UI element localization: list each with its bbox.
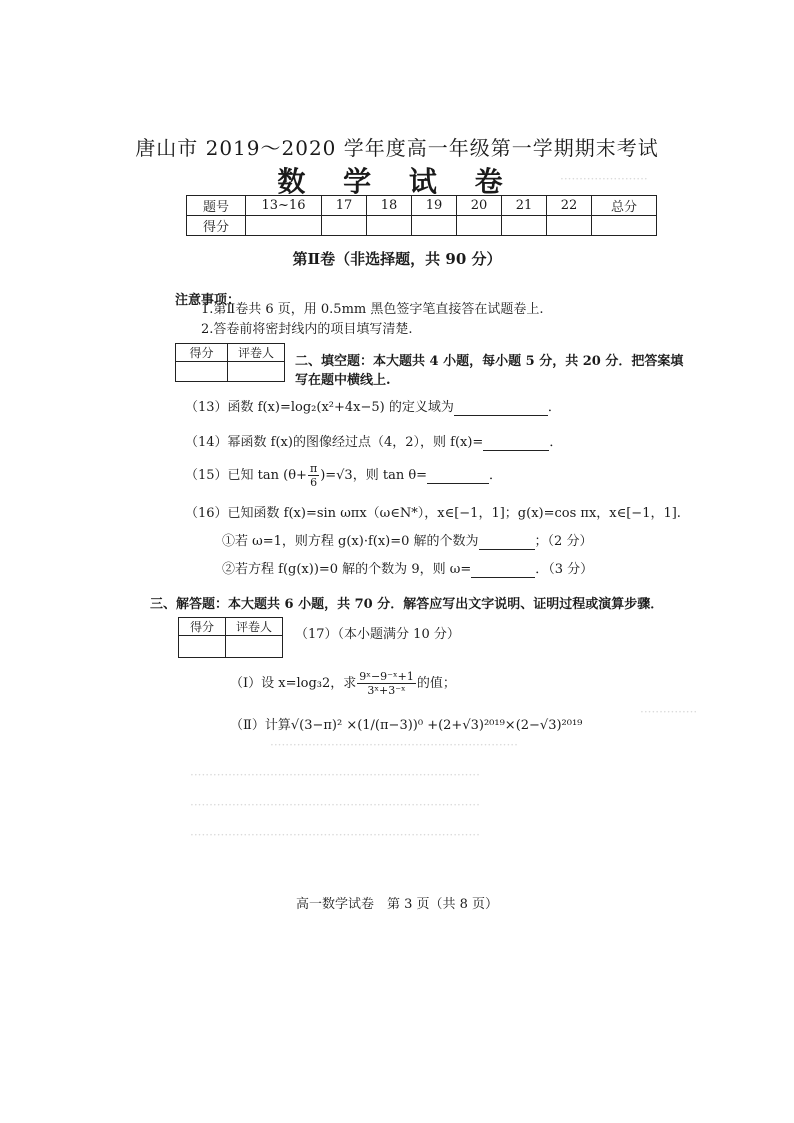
question-14-text: （14）幂函数 f(x)的图像经过点（4，2），则 f(x)=: [185, 435, 484, 450]
grader-box-grader-cell[interactable]: [228, 362, 285, 382]
section-two-heading: 二、填空题：本大题共 4 小题，每小题 5 分，共 20 分．把答案填: [295, 354, 684, 369]
score-table-column: 19: [412, 196, 457, 216]
grader-box-grader-cell[interactable]: [226, 636, 283, 658]
bleed-through-text: ·······················: [560, 172, 648, 186]
grader-box: [178, 617, 283, 658]
bleed-through-text: ············································································: [190, 828, 480, 842]
part-heading: 第Ⅱ卷（非选择题，共 90 分）: [292, 250, 502, 268]
score-cell[interactable]: [412, 216, 457, 236]
score-cell[interactable]: [502, 216, 547, 236]
question-16: （16）已知函数 f(x)=sin ωπx（ω∈N*），x∈[−1，1]；g(x)=cos πx，x∈[−1，1].: [185, 506, 681, 521]
fraction-numerator: π: [309, 462, 318, 475]
section-three-heading: 三、解答题：本大题共 6 小题，共 70 分．解答应写出文字说明、证明过程或演算步骤．: [150, 597, 664, 612]
score-table-column: 18: [367, 196, 412, 216]
score-cell[interactable]: [457, 216, 502, 236]
score-cell[interactable]: [322, 216, 367, 236]
exam-title: 唐山市 2019～2020 学年度高一年级第一学期期末考试: [135, 136, 659, 160]
score-table-column: 13~16: [246, 196, 322, 216]
score-table-score-label: 得分: [187, 216, 246, 236]
grader-box-grader-label: 评卷人: [226, 618, 283, 636]
score-table: [186, 195, 657, 236]
question-17-header: （17）（本小题满分 10 分）: [295, 627, 460, 642]
score-table-column: 22: [547, 196, 592, 216]
page-footer: 高一数学试卷 第 3 页（共 8 页）: [295, 897, 499, 912]
question-17-part-1-end: 的值；: [416, 676, 456, 691]
grader-box-score-cell[interactable]: [179, 636, 226, 658]
question-16-part-1: [222, 530, 592, 550]
answer-blank-16-1[interactable]: [479, 534, 535, 550]
question-13: [185, 396, 561, 416]
question-13-end: ．: [547, 400, 561, 415]
question-17-part-1-text: （Ⅰ）设 x=log₃2，求: [230, 676, 357, 691]
grader-box-score-label: 得分: [176, 344, 228, 362]
question-16-part-2: [222, 558, 593, 578]
question-15: [185, 462, 502, 489]
grader-box: [175, 343, 285, 382]
score-cell[interactable]: [367, 216, 412, 236]
question-17-fraction: [357, 670, 416, 697]
fraction-denominator: 3ˣ+3⁻ˣ: [367, 684, 406, 697]
question-16-part-1-text: ①若 ω=1，则方程 g(x)·f(x)=0 解的个数为: [222, 534, 479, 549]
score-cell[interactable]: [246, 216, 322, 236]
subject-title: 数 学 试 卷: [277, 165, 517, 198]
score-table-row-header: 题号: [187, 196, 246, 216]
bleed-through-text: ············································································: [190, 798, 480, 812]
answer-blank-15[interactable]: [427, 468, 489, 484]
answer-blank-13[interactable]: [454, 400, 548, 416]
question-15-end: ．: [489, 468, 503, 483]
grader-box-grader-label: 评卷人: [228, 344, 285, 362]
question-17-part-2: （Ⅱ）计算√(3−π)² ×(1/(π−3))⁰ +(2+√3)²⁰¹⁹×(2−√3)²⁰¹⁹: [230, 718, 583, 733]
score-table-score-row: [187, 216, 657, 236]
score-cell[interactable]: [547, 216, 592, 236]
grader-box-score-label: 得分: [179, 618, 226, 636]
bleed-through-text: ············································································: [190, 768, 480, 782]
question-17-part-1: [230, 670, 456, 697]
grader-box-score-cell[interactable]: [176, 362, 228, 382]
question-16-part-2-end: ．（3 分）: [535, 562, 594, 577]
fraction-numerator: 9ˣ−9⁻ˣ+1: [359, 670, 414, 683]
question-16-part-1-end: ；（2 分）: [534, 534, 593, 549]
score-table-column: 17: [322, 196, 367, 216]
score-table-column: 21: [502, 196, 547, 216]
note-item: 2.答卷前将密封线内的项目填写清楚.: [201, 322, 413, 337]
question-14-end: ．: [549, 435, 563, 450]
answer-blank-14[interactable]: [483, 435, 549, 451]
bleed-through-text: ···············: [640, 705, 698, 719]
note-item: 1.第Ⅱ卷共 6 页，用 0.5mm 黑色签字笔直接答在试题卷上.: [201, 302, 544, 317]
fraction-denominator: 6: [310, 476, 318, 489]
question-14: [185, 431, 562, 451]
score-table-header-row: [187, 196, 657, 216]
answer-blank-16-2[interactable]: [471, 562, 535, 578]
section-two-heading-cont: 写在题中横线上.: [295, 373, 391, 388]
score-cell[interactable]: [592, 216, 657, 236]
question-15-text: （15）已知 tan (θ+: [185, 468, 307, 483]
question-15-fraction: [308, 462, 319, 489]
question-13-text: （13）函数 f(x)=log₂(x²+4x−5) 的定义域为: [185, 400, 454, 415]
question-16-part-2-text: ②若方程 f(g(x))=0 解的个数为 9，则 ω=: [222, 562, 472, 577]
score-table-column: 总分: [592, 196, 657, 216]
bleed-through-text: ·································································: [270, 738, 518, 752]
question-15-text-cont: )=√3，则 tan θ=: [320, 468, 428, 483]
score-table-column: 20: [457, 196, 502, 216]
notes-title: 注意事项：: [175, 293, 241, 308]
